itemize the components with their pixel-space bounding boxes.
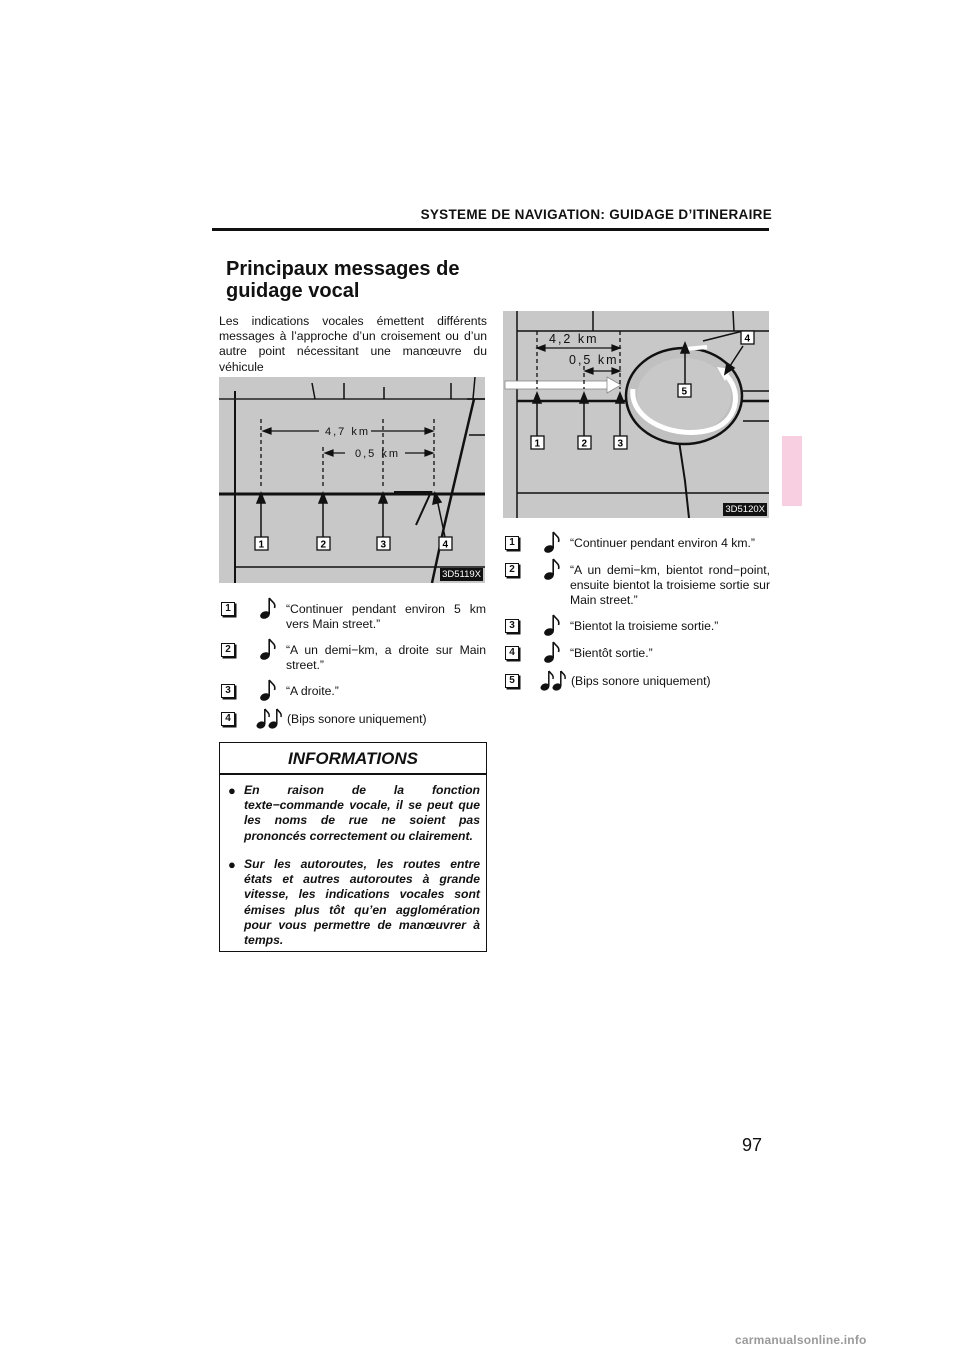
message-item <box>505 563 771 608</box>
message-item <box>505 536 771 556</box>
distance-long-label: 4,7 km <box>325 426 371 438</box>
message-text: “Bientot la troisieme sortie.” <box>570 619 719 633</box>
page-number: 97 <box>742 1135 763 1155</box>
information-title: INFORMATIONS <box>287 749 418 768</box>
message-text: “A un demi−km, bientot rond−point, ensuite bientot la troisieme sortie sur Main street.” <box>570 563 770 607</box>
message-text: (Bips sonore uniquement) <box>287 712 427 726</box>
distance-short-label: 0,5 km <box>569 353 619 367</box>
message-item <box>505 619 771 639</box>
message-text: “A un demi−km, a droite sur Main street.” <box>286 643 486 672</box>
running-header: SYSTEME DE NAVIGATION: GUIDAGE D’ITINERAIRE <box>420 207 772 222</box>
message-item <box>221 712 487 732</box>
header-rule <box>212 228 769 231</box>
message-item <box>221 602 487 632</box>
marker-5: 5 <box>681 386 688 398</box>
marker-1: 1 <box>534 438 541 450</box>
bullet-icon: ● <box>228 783 236 798</box>
message-text: “A droite.” <box>286 684 339 698</box>
message-text: (Bips sonore uniquement) <box>571 674 711 688</box>
distance-long-label: 4,2 km <box>549 332 599 346</box>
message-number: 4 <box>221 712 235 726</box>
message-number: 5 <box>505 674 519 688</box>
message-item <box>221 684 487 704</box>
message-number: 3 <box>505 619 519 633</box>
bullet-icon: ● <box>228 857 236 872</box>
message-item <box>505 674 771 694</box>
message-number: 4 <box>505 646 519 660</box>
message-text: “Continuer pendant environ 5 km vers Main street.” <box>286 602 486 631</box>
message-item <box>221 643 487 673</box>
single-note-icon <box>539 530 569 556</box>
figure-roundabout <box>503 311 769 518</box>
marker-4: 4 <box>442 539 449 551</box>
message-number: 2 <box>505 563 519 577</box>
message-number: 1 <box>221 602 235 616</box>
information-rule <box>220 773 486 775</box>
distance-short-label: 0,5 km <box>355 448 401 460</box>
section-title <box>226 258 486 302</box>
message-item <box>505 646 771 666</box>
marker-3: 3 <box>380 539 387 551</box>
single-note-icon <box>255 637 285 663</box>
information-box <box>219 742 487 952</box>
information-text: En raison de la fonction texte−commande vocale, il se peut que les noms de rue ne soient pas prononcés correctement ou clairement. <box>244 783 480 843</box>
message-number: 1 <box>505 536 519 550</box>
information-text: Sur les autoroutes, les routes entre états et autres autoroutes à grande vitesse, les indications vocales sont émises plus tôt qu’en agglomération pour vous permettre de manœuvrer à temps. <box>244 857 480 948</box>
message-number: 3 <box>221 684 235 698</box>
information-item <box>228 783 480 844</box>
figure-code: 3D5120X <box>725 504 765 515</box>
marker-4: 4 <box>744 333 751 345</box>
chapter-tab <box>782 436 802 506</box>
section-title-line1: Principaux messages de <box>226 258 460 280</box>
information-item <box>228 857 480 948</box>
intro-paragraph: Les indications vocales émettent différents messages à l’approche d’un croisement ou d’un autre point nécessitant une manœuvre du véhicule <box>219 314 487 374</box>
single-note-icon <box>539 557 569 583</box>
single-note-icon <box>539 613 569 639</box>
message-text: “Bientôt sortie.” <box>570 646 653 660</box>
marker-2: 2 <box>320 539 327 551</box>
double-note-icon <box>539 668 569 694</box>
watermark: carmanualsonline.info <box>735 1333 867 1347</box>
marker-3: 3 <box>617 438 624 450</box>
double-note-icon <box>255 706 285 732</box>
single-note-icon <box>255 596 285 622</box>
single-note-icon <box>539 640 569 666</box>
figure-straight-turn <box>219 377 485 583</box>
message-text: “Continuer pendant environ 4 km.” <box>570 536 755 550</box>
single-note-icon <box>255 678 285 704</box>
marker-2: 2 <box>581 438 588 450</box>
section-title-line2: guidage vocal <box>226 280 360 302</box>
marker-1: 1 <box>258 539 265 551</box>
figure-code: 3D5119X <box>442 569 481 580</box>
message-number: 2 <box>221 643 235 657</box>
